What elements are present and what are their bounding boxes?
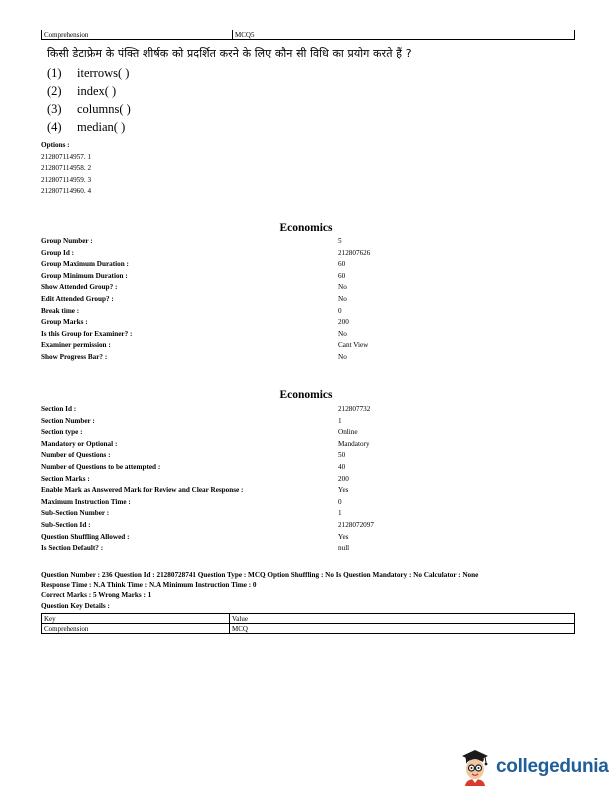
question-info	[41, 570, 581, 611]
option-ids-block	[41, 140, 91, 198]
detail-key: Group Minimum Duration :	[41, 271, 128, 280]
detail-key: Section type :	[41, 428, 83, 437]
section-heading: Economics	[279, 389, 333, 401]
section-details	[41, 404, 461, 555]
table-cell-key: Comprehension	[42, 624, 230, 634]
detail-value: 60	[338, 260, 346, 269]
detail-key: Section Marks :	[41, 474, 90, 483]
detail-key: Number of Questions to be attempted :	[41, 462, 161, 471]
collegedunia-logo	[458, 748, 609, 786]
option-number: (3)	[47, 102, 62, 116]
option-id: 212807114960. 4	[41, 187, 92, 195]
option-text: index( )	[77, 84, 117, 98]
detail-key: Break time :	[41, 306, 80, 315]
detail-row	[41, 543, 461, 555]
detail-row	[41, 271, 461, 283]
option-number: (4)	[47, 120, 62, 134]
graduate-mascot-icon	[458, 748, 492, 786]
detail-value: Yes	[338, 532, 349, 541]
top-key-value-table	[41, 30, 575, 40]
detail-key: Sub-Section Id :	[41, 520, 91, 529]
detail-key: Group Maximum Duration :	[41, 260, 129, 269]
group-details	[41, 236, 461, 364]
detail-value: 1	[338, 416, 342, 425]
detail-row	[41, 508, 461, 520]
question-text: किसी डेटाफ्रेम के पंक्ति शीर्षक को प्रदर्शित करने के लिए कौन सी विधि का प्रयोग करते हैं ?	[47, 47, 412, 60]
detail-row	[41, 306, 461, 318]
detail-value: 2128072097	[338, 520, 374, 529]
options-label: Options :	[41, 141, 70, 149]
detail-value: Online	[338, 428, 358, 437]
detail-row	[41, 236, 461, 248]
detail-value: 200	[338, 318, 349, 327]
table-header-row	[42, 614, 575, 624]
option-number: (2)	[47, 84, 62, 98]
detail-value: Cant View	[338, 341, 369, 350]
detail-key: Enable Mark as Answered Mark for Review and Clear Response :	[41, 486, 244, 495]
question-marks: Correct Marks : 5 Wrong Marks : 1	[41, 591, 152, 600]
detail-value: 60	[338, 271, 346, 280]
option-id: 212807114957. 1	[41, 152, 92, 161]
detail-row	[41, 416, 461, 428]
detail-key: Is Section Default? :	[41, 544, 104, 553]
detail-row	[41, 317, 461, 329]
detail-key: Show Attended Group? :	[41, 283, 118, 292]
detail-value: Mandatory	[338, 439, 370, 448]
detail-row	[41, 520, 461, 532]
detail-key: Examiner permission :	[41, 341, 111, 350]
detail-value: 212807626	[338, 248, 371, 257]
detail-row	[41, 462, 461, 474]
detail-key: Section Id :	[41, 405, 77, 413]
detail-row	[41, 404, 461, 416]
detail-row	[41, 259, 461, 271]
table-cell-key: Comprehension	[42, 30, 233, 40]
table-row	[42, 624, 575, 634]
detail-value: 212807732	[338, 405, 371, 413]
detail-key: Number of Questions :	[41, 451, 111, 460]
question-meta-line: Response Time : N.A Think Time : N.A Minimum Instruction Time : 0	[41, 581, 257, 590]
detail-key: Sub-Section Number :	[41, 509, 110, 518]
detail-row	[41, 497, 461, 509]
detail-row	[41, 450, 461, 462]
option-id: 212807114959. 3	[41, 175, 92, 184]
answer-option	[47, 102, 131, 120]
detail-value: 40	[338, 462, 346, 471]
detail-value: 1	[338, 509, 342, 518]
detail-value: 0	[338, 306, 342, 315]
detail-key: Show Progress Bar? :	[41, 352, 108, 361]
option-text: columns( )	[77, 102, 131, 116]
detail-value: 0	[338, 497, 342, 506]
answer-option	[47, 120, 131, 138]
table-row	[42, 30, 575, 40]
table-header-key: Key	[42, 614, 230, 624]
option-text: iterrows( )	[77, 66, 130, 80]
table-cell-value: MCQ	[230, 624, 575, 634]
detail-row	[41, 439, 461, 451]
answer-options	[47, 66, 131, 138]
detail-row	[41, 532, 461, 544]
detail-value: 50	[338, 451, 346, 460]
detail-row	[41, 294, 461, 306]
answer-option	[47, 84, 131, 102]
detail-row	[41, 352, 461, 364]
detail-value: Yes	[338, 486, 349, 495]
table-header-value: Value	[230, 614, 575, 624]
detail-key: Group Number :	[41, 237, 93, 245]
detail-row	[41, 485, 461, 497]
option-number: (1)	[47, 66, 62, 80]
detail-key: Maximum Instruction Time :	[41, 497, 131, 506]
detail-value: No	[338, 283, 347, 292]
group-heading: Economics	[279, 222, 333, 234]
detail-row	[41, 427, 461, 439]
option-text: median( )	[77, 120, 126, 134]
detail-row	[41, 474, 461, 486]
detail-key: Question Shuffling Allowed :	[41, 532, 130, 541]
question-meta-line: Question Number : 236 Question Id : 21280728741 Question Type : MCQ Option Shuffling : No Is Question Mandatory : No Calculator : None	[41, 571, 479, 579]
detail-key: Is this Group for Examiner? :	[41, 329, 133, 338]
detail-value: null	[338, 544, 350, 553]
question-key-table	[41, 613, 575, 634]
detail-key: Section Number :	[41, 416, 95, 425]
detail-value: 5	[338, 237, 342, 245]
detail-key: Mandatory or Optional :	[41, 439, 118, 448]
detail-value: No	[338, 329, 347, 338]
question-key-details-label: Question Key Details :	[41, 601, 110, 610]
detail-value: No	[338, 352, 347, 361]
detail-key: Group Id :	[41, 248, 75, 257]
detail-key: Group Marks :	[41, 318, 88, 327]
detail-key: Edit Attended Group? :	[41, 294, 114, 303]
table-cell-value: MCQ5	[233, 30, 575, 40]
detail-value: No	[338, 294, 347, 303]
detail-row	[41, 282, 461, 294]
option-id: 212807114958. 2	[41, 164, 92, 172]
detail-row	[41, 340, 461, 352]
detail-row	[41, 329, 461, 341]
detail-value: 200	[338, 474, 349, 483]
detail-row	[41, 248, 461, 260]
logo-wordmark: collegedunia	[496, 756, 609, 777]
answer-option	[47, 66, 131, 84]
